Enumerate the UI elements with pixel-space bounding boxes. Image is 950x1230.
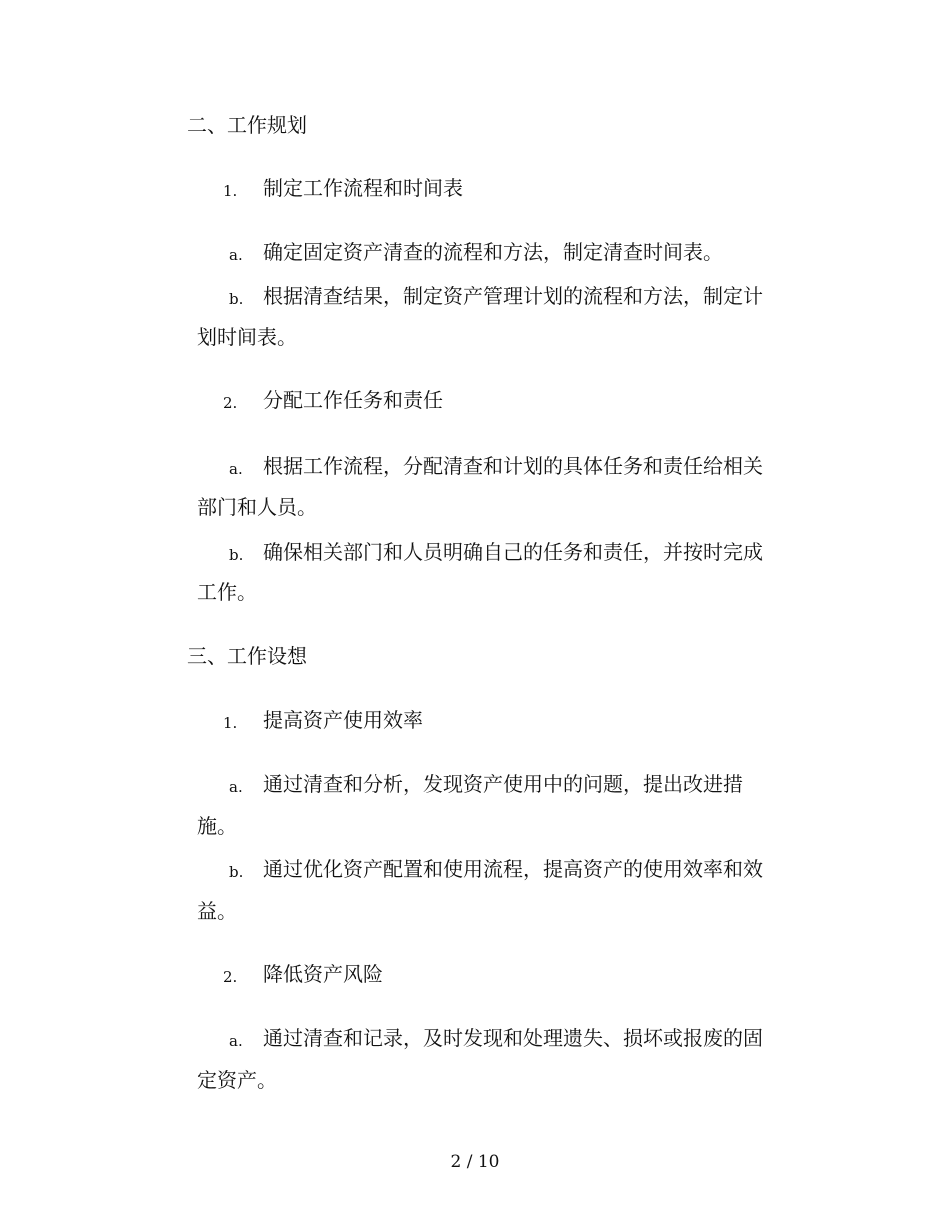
section-heading: 二、工作规划 <box>187 113 307 137</box>
sub-item-letter: b. <box>229 546 244 564</box>
sub-item-text: 确保相关部门和人员明确自己的任务和责任，并按时完成 <box>263 540 763 564</box>
sub-item-continuation: 划时间表。 <box>197 325 297 349</box>
item-title: 分配工作任务和责任 <box>263 388 443 412</box>
sub-item <box>0 1024 950 1052</box>
sub-item-letter: a. <box>229 778 243 796</box>
item-number: 2. <box>223 394 238 412</box>
sub-item-continuation: 工作。 <box>197 580 257 604</box>
list-item <box>0 960 950 988</box>
item-title: 降低资产风险 <box>263 962 383 986</box>
sub-item <box>0 855 950 883</box>
page-indicator: 2 / 10 <box>450 1152 500 1172</box>
item-number: 2. <box>223 968 238 986</box>
item-number: 1. <box>223 714 238 732</box>
sub-item-letter: a. <box>229 460 243 478</box>
sub-item <box>0 238 950 266</box>
sub-item-letter: b. <box>229 863 244 881</box>
list-item <box>0 706 950 734</box>
item-title: 制定工作流程和时间表 <box>263 176 463 200</box>
sub-item-text: 根据工作流程，分配清查和计划的具体任务和责任给相关 <box>263 454 763 478</box>
sub-item-text: 通过清查和记录，及时发现和处理遗失、损坏或报废的固 <box>263 1026 763 1050</box>
sub-item-continuation: 益。 <box>197 899 237 923</box>
sub-item-text: 通过清查和分析，发现资产使用中的问题，提出改进措 <box>263 772 743 796</box>
section-heading: 三、工作设想 <box>187 644 307 668</box>
sub-item-continuation: 部门和人员。 <box>197 495 317 519</box>
sub-item-letter: a. <box>229 246 243 264</box>
list-item <box>0 386 950 414</box>
sub-item-continuation: 定资产。 <box>197 1068 277 1092</box>
sub-item-text: 通过优化资产配置和使用流程，提高资产的使用效率和效 <box>263 857 763 881</box>
list-item <box>0 174 950 202</box>
item-number: 1. <box>223 182 238 200</box>
sub-item <box>0 538 950 566</box>
sub-item-letter: a. <box>229 1032 243 1050</box>
sub-item-letter: b. <box>229 290 244 308</box>
sub-item <box>0 770 950 798</box>
sub-item <box>0 452 950 480</box>
sub-item-text: 确定固定资产清查的流程和方法，制定清查时间表。 <box>263 240 723 264</box>
sub-item-continuation: 施。 <box>197 814 237 838</box>
item-title: 提高资产使用效率 <box>263 708 423 732</box>
sub-item <box>0 282 950 310</box>
sub-item-text: 根据清查结果，制定资产管理计划的流程和方法，制定计 <box>263 284 763 308</box>
